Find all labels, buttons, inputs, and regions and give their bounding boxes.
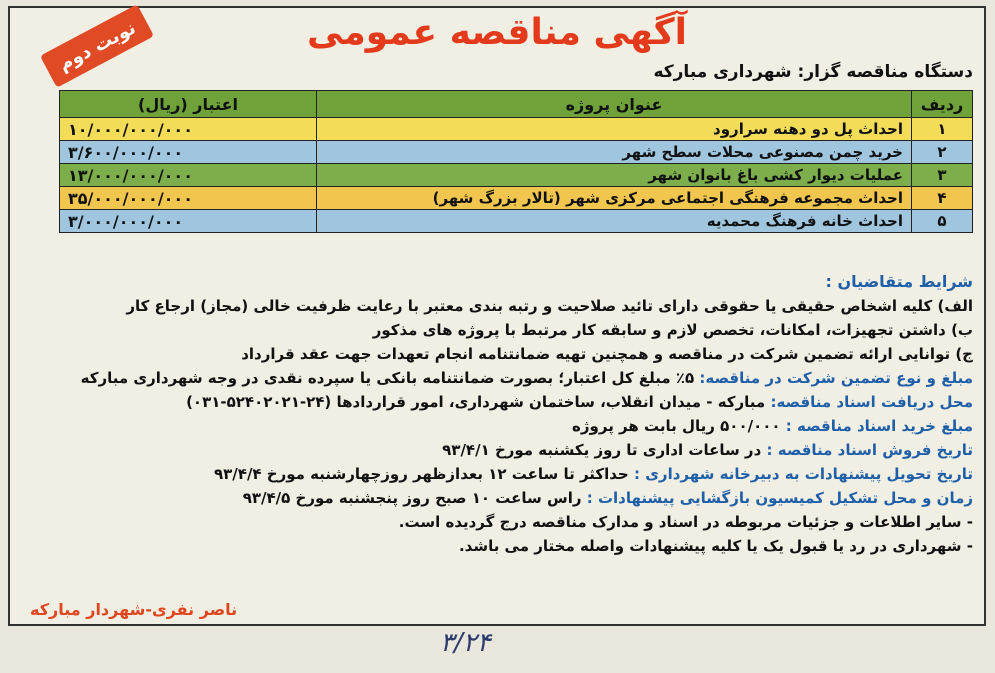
table-row (60, 210, 973, 233)
delivery-line (22, 462, 973, 486)
notice-body (22, 270, 973, 558)
table-row (60, 141, 973, 164)
project-credit: ۳۵/۰۰۰/۰۰۰/۰۰۰ (60, 187, 317, 210)
table-row (60, 118, 973, 141)
note-2: - شهرداری در رد یا قبول یک یا کلیه پیشنهادات واصله مختار می باشد. (458, 537, 973, 555)
docs-price-value: ۵۰۰/۰۰۰ ریال بابت هر پروژه (572, 417, 781, 435)
table-header-row (60, 91, 973, 118)
table-row (60, 187, 973, 210)
round-badge: نوبت دوم (40, 4, 154, 87)
docs-price-label: مبلغ خرید اسناد مناقصه : (785, 417, 973, 435)
opening-label: زمان و محل تشکیل کمیسیون بازگشایی پیشنهادات : (586, 489, 973, 507)
project-title: احداث پل دو دهنه سرارود (317, 118, 912, 141)
conditions-heading: شرایط متقاضیان : (825, 272, 973, 291)
row-number: ۳ (912, 164, 973, 187)
handwritten-note: ۳/۲۴ (440, 628, 491, 658)
header-row-number: ردیف (912, 91, 973, 118)
header-project-title: عنوان پروژه (317, 91, 912, 118)
delivery-value: حداکثر تا ساعت ۱۲ بعدازظهر روزچهارشنبه مورخ ۹۳/۴/۴ (214, 465, 629, 483)
sale-date-label: تاریخ فروش اسناد مناقصه : (766, 441, 973, 459)
projects-table (59, 90, 973, 233)
condition-a: الف) کلیه اشخاص حقیقی یا حقوقی دارای تائید صلاحیت و رتبه بندی معتبر با رعایت ظرفیت خالی (مجاز) ارجاع کار (126, 297, 973, 315)
row-number: ۴ (912, 187, 973, 210)
project-title: احداث مجموعه فرهنگی اجتماعی مرکزی شهر (تالار بزرگ شهر) (317, 187, 912, 210)
guarantee-line (22, 366, 973, 390)
sale-date-line (22, 438, 973, 462)
signer-name: ناصر نفری-شهردار مبارکه (30, 600, 238, 619)
header-credit: اعتبار (ریال) (60, 91, 317, 118)
project-credit: ۳/۰۰۰/۰۰۰/۰۰۰ (60, 210, 317, 233)
project-credit: ۳/۶۰۰/۰۰۰/۰۰۰ (60, 141, 317, 164)
project-credit: ۱۳/۰۰۰/۰۰۰/۰۰۰ (60, 164, 317, 187)
condition-b: ب) داشتن تجهیزات، امکانات، تخصص لازم و سابقه کار مرتبط با پروژه های مذکور (372, 321, 973, 339)
guarantee-value: ۵٪ مبلغ کل اعتبار؛ بصورت ضمانتنامه بانکی یا سپرده نقدی در وجه شهرداری مبارکه (80, 369, 695, 387)
tender-organization: دستگاه مناقصه گزار: شهرداری مبارکه (653, 62, 973, 82)
table-row (60, 164, 973, 187)
condition-c: ج) توانایی ارائه تضمین شرکت در مناقصه و همچنین تهیه ضمانتنامه انجام تعهدات جهت عقد قرارداد (241, 345, 973, 363)
note-1: - سایر اطلاعات و جزئیات مربوطه در اسناد و مدارک مناقصه درج گردیده است. (398, 513, 973, 531)
row-number: ۲ (912, 141, 973, 164)
notice-title: آگهی مناقصه عمومی (307, 12, 687, 53)
docs-place-value: مبارکه - میدان انقلاب، ساختمان شهرداری، امور قراردادها (۲۴-۵۲۴۰۲۰۲۱-۰۳۱) (186, 393, 766, 411)
project-title: عملیات دیوار کشی باغ بانوان شهر (317, 164, 912, 187)
row-number: ۵ (912, 210, 973, 233)
delivery-label: تاریخ تحویل پیشنهادات به دبیرخانه شهرداری : (633, 465, 973, 483)
docs-place-line (22, 390, 973, 414)
opening-value: راس ساعت ۱۰ صبح روز پنجشنبه مورخ ۹۳/۴/۵ (242, 489, 582, 507)
docs-place-label: محل دریافت اسناد مناقصه: (770, 393, 973, 411)
project-title: احداث خانه فرهنگ محمدیه (317, 210, 912, 233)
row-number: ۱ (912, 118, 973, 141)
project-title: خرید چمن مصنوعی محلات سطح شهر (317, 141, 912, 164)
docs-price-line (22, 414, 973, 438)
sale-date-value: در ساعات اداری تا روز یکشنبه مورخ ۹۳/۴/۱ (442, 441, 762, 459)
guarantee-label: مبلغ و نوع تضمین شرکت در مناقصه: (699, 369, 973, 387)
opening-line (22, 486, 973, 510)
project-credit: ۱۰/۰۰۰/۰۰۰/۰۰۰ (60, 118, 317, 141)
